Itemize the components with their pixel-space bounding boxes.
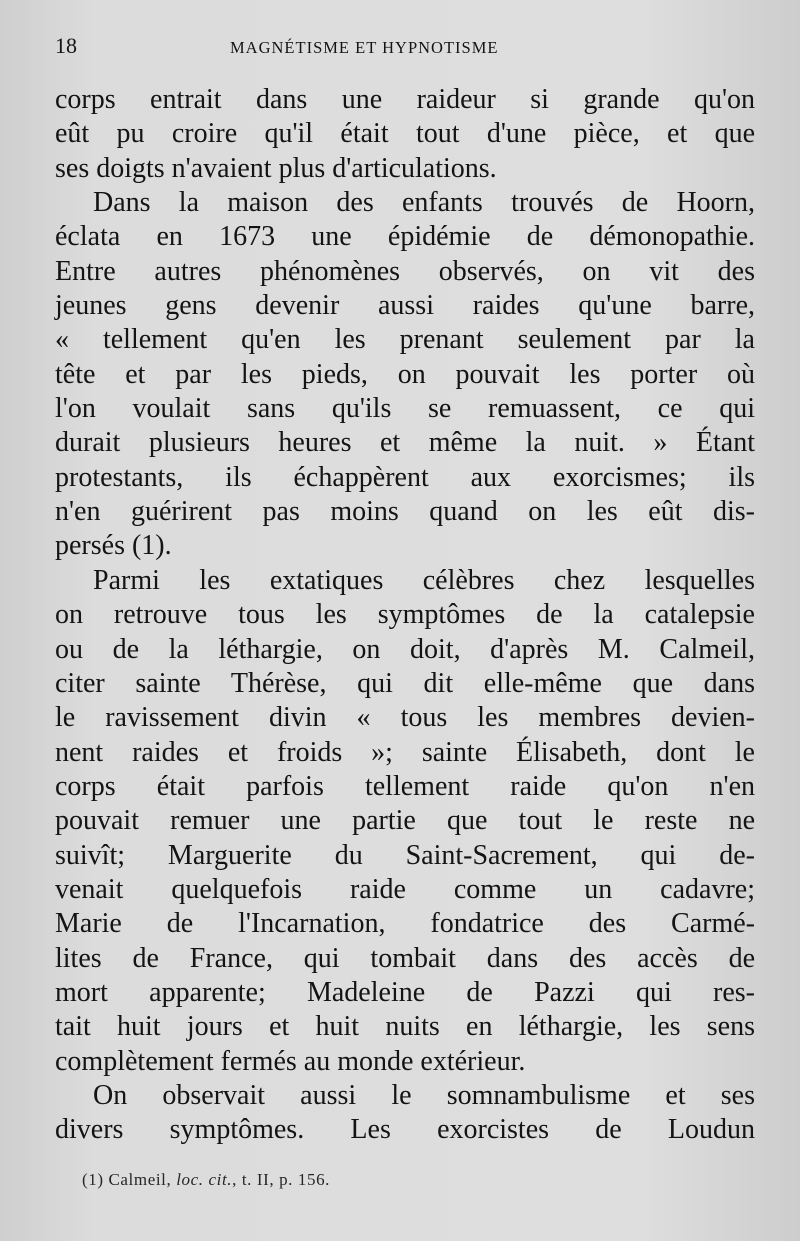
body-text <box>55 83 755 1148</box>
text-line: On observait aussi le somnambulisme et ses <box>93 1079 755 1111</box>
text-line: éclata en 1673 une épidémie de démonopathie. <box>55 221 755 253</box>
text-line: Entre autres phénomènes observés, on vit des <box>55 255 755 287</box>
text-line: nent raides et froids »; sainte Élisabeth, dont le <box>55 736 755 768</box>
page-number: 18 <box>55 33 77 58</box>
text-line: ses doigts n'avaient plus d'articulations. <box>55 152 497 184</box>
text-line: Dans la maison des enfants trouvés de Hoorn, <box>93 187 755 219</box>
text-line: eût pu croire qu'il était tout d'une pièce, et que <box>55 118 755 150</box>
text-line: n'en guérirent pas moins quand on les eût dis- <box>55 496 755 528</box>
footnote <box>82 1170 330 1190</box>
text-line: lites de France, qui tombait dans des accès de <box>55 942 755 974</box>
text-line: ou de la léthargie, on doit, d'après M. Calmeil, <box>55 633 755 665</box>
text-line: jeunes gens devenir aussi raides qu'une barre, <box>55 290 755 322</box>
text-line: venait quelquefois raide comme un cadavre; <box>55 873 755 905</box>
text-line: on retrouve tous les symptômes de la catalepsie <box>55 599 755 631</box>
text-line: corps entrait dans une raideur si grande qu'on <box>55 84 755 115</box>
text-line: « tellement qu'en les prenant seulement par la <box>55 324 755 356</box>
text-line: suivît; Marguerite du Saint-Sacrement, qui de- <box>55 839 755 871</box>
text-line: tait huit jours et huit nuits en léthargie, les sens <box>55 1011 755 1043</box>
text-line: durait plusieurs heures et même la nuit. » Étant <box>55 427 755 459</box>
text-line: Parmi les extatiques célèbres chez lesquelles <box>93 564 755 596</box>
text-line: Marie de l'Incarnation, fondatrice des Carmé- <box>55 908 755 940</box>
text-line: complètement fermés au monde extérieur. <box>55 1045 526 1077</box>
text-line: tête et par les pieds, on pouvait les porter où <box>55 358 755 390</box>
text-line: protestants, ils échappèrent aux exorcismes; ils <box>55 461 755 493</box>
text-line: persés (1). <box>55 530 172 562</box>
page-header <box>55 33 755 63</box>
text-line: l'on voulait sans qu'ils se remuassent, ce qui <box>55 393 755 425</box>
text-line: le ravissement divin « tous les membres devien- <box>55 702 755 734</box>
footnote-reference: , t. II, p. 156. <box>232 1170 331 1189</box>
running-title: MAGNÉTISME ET HYPNOTISME <box>230 38 499 57</box>
text-line: corps était parfois tellement raide qu'on n'en <box>55 770 755 802</box>
text-line: pouvait remuer une partie que tout le reste ne <box>55 805 755 837</box>
text-line: divers symptômes. Les exorcistes de Loudun <box>55 1114 755 1146</box>
footnote-text: (1) Calmeil, <box>82 1170 177 1189</box>
text-line: mort apparente; Madeleine de Pazzi qui res- <box>55 976 755 1008</box>
text-line: citer sainte Thérèse, qui dit elle-même que dans <box>55 667 755 699</box>
footnote-italic-title: loc. cit. <box>176 1170 233 1189</box>
